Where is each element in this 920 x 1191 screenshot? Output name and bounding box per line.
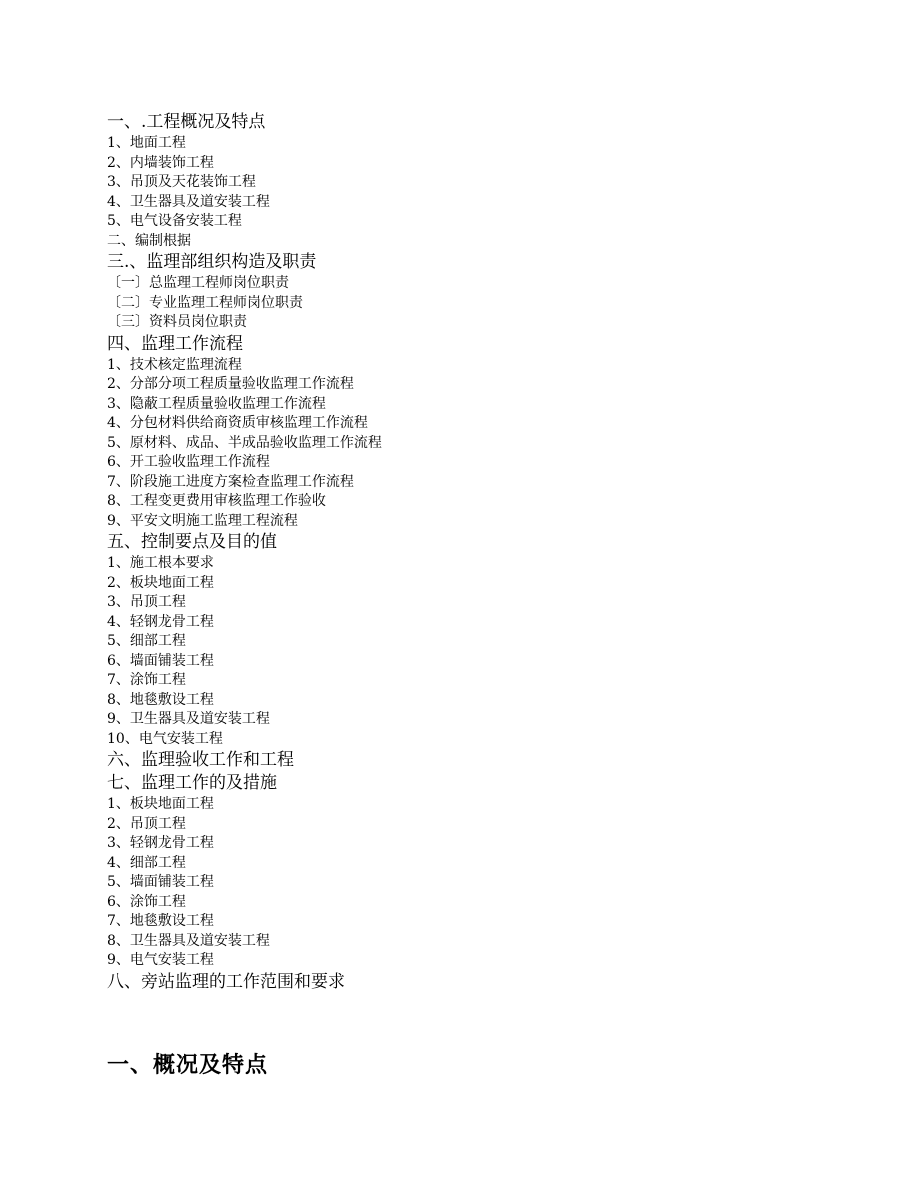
toc-item: 〔二〕专业监理工程师岗位职责	[107, 294, 303, 311]
toc-heading: 六、监理验收工作和工程	[107, 750, 294, 770]
toc-item: 9、电气安装工程	[107, 952, 214, 968]
toc-item: 7、涂饰工程	[107, 672, 186, 688]
toc-item: 6、开工验收监理工作流程	[107, 454, 270, 470]
toc-heading: 七、监理工作的及措施	[107, 773, 277, 793]
toc-heading: 三.、监理部组织构造及职责	[107, 252, 317, 272]
toc-item: 4、细部工程	[107, 854, 186, 871]
toc-item: 2、吊顶工程	[107, 815, 186, 832]
toc-heading: 八、旁站监理的工作范围和要求	[107, 971, 345, 992]
toc-item: 9、卫生器具及道安装工程	[107, 711, 270, 727]
toc-item: 5、墙面铺装工程	[107, 874, 214, 890]
toc-item: 1、技术核定监理流程	[107, 356, 242, 373]
toc-item: 7、阶段施工进度方案检查监理工作流程	[107, 473, 354, 490]
toc-item: 8、卫生器具及道安装工程	[107, 932, 270, 949]
toc-item: 4、分包材料供给商资质审核监理工作流程	[107, 415, 368, 431]
toc-item: 〔一〕总监理工程师岗位职责	[107, 275, 289, 291]
toc-item: 9、平安文明施工监理工程流程	[107, 512, 298, 529]
toc-heading: 五、控制要点及目的值	[107, 532, 277, 552]
toc-item: 2、内墙装饰工程	[107, 154, 214, 171]
section-heading: 一、概况及特点	[107, 1052, 269, 1078]
toc-item: 3、吊顶及天花装饰工程	[107, 174, 256, 190]
toc-item: 4、卫生器具及道安装工程	[107, 193, 270, 210]
toc-item: 8、地毯敷设工程	[107, 691, 214, 708]
toc-item: 1、板块地面工程	[107, 796, 214, 812]
toc-item: 7、地毯敷设工程	[107, 913, 214, 929]
toc-item: 1、施工根本要求	[107, 555, 214, 571]
toc-item: 6、涂饰工程	[107, 893, 186, 910]
toc-item: 1、地面工程	[107, 135, 186, 151]
toc-item: 〔三〕资料员岗位职责	[107, 314, 247, 330]
toc-heading: 一、.工程概况及特点	[107, 112, 266, 132]
table-of-contents	[107, 111, 867, 994]
toc-item: 8、工程变更费用审核监理工作验收	[107, 493, 326, 509]
toc-item: 3、隐蔽工程质量验收监理工作流程	[107, 395, 326, 412]
toc-item: 3、轻钢龙骨工程	[107, 835, 214, 851]
toc-item: 5、细部工程	[107, 633, 186, 649]
toc-item: 3、吊顶工程	[107, 594, 186, 610]
toc-item: 4、轻钢龙骨工程	[107, 613, 214, 630]
toc-item: 6、墙面铺装工程	[107, 652, 214, 669]
toc-item: 5、电气设备安装工程	[107, 213, 242, 229]
toc-item: 2、板块地面工程	[107, 574, 214, 591]
toc-item: 5、原材料、成品、半成品验收监理工作流程	[107, 434, 382, 451]
toc-item: 2、分部分项工程质量验收监理工作流程	[107, 376, 354, 392]
toc-heading: 二、编制根据	[107, 232, 191, 249]
toc-heading: 四、监理工作流程	[107, 333, 243, 354]
toc-item: 10、电气安装工程	[107, 730, 223, 747]
